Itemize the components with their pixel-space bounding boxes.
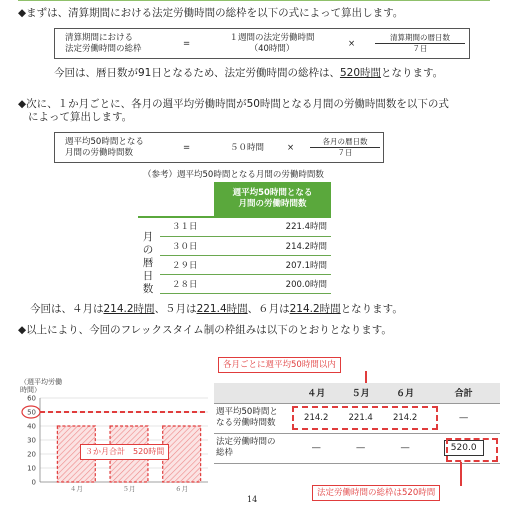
chart-ylabel: （週平均労働 時間） <box>20 378 62 394</box>
formula2-left: 週平均50時間となる 月間の労働時間数 <box>65 137 144 158</box>
highlight-monthly-values <box>292 406 438 430</box>
formula1-mid: １週間の法定労働時間 （40時間） <box>229 33 315 54</box>
ref-table-caption: （参考）週平均50時間となる月間の労働時間数 <box>143 170 324 180</box>
formula1-left: 清算期間における 法定労働時間の総枠 <box>65 33 142 54</box>
formula2-fraction: 各月の暦日数 ７日 <box>310 137 380 158</box>
result-monthly-hours: 今回は、４月は214.2時間、５月は221.4時間、６月は214.2時間となります。 <box>30 303 403 315</box>
ref-table-side-label: 月 の 暦 日 数 <box>142 231 154 295</box>
chart-ytick-label: 40 <box>27 422 36 431</box>
chart-ytick-label: 10 <box>27 464 36 473</box>
total-hours-value: 520時間 <box>339 67 381 79</box>
total-value-box: 520.0 <box>444 440 484 456</box>
formula1-eq: = <box>183 39 191 49</box>
ref-row: ３１日 221.4時間 <box>160 217 331 236</box>
chart-ytick-label: 60 <box>27 394 36 403</box>
ref-row: ２９日 207.1時間 <box>160 255 331 274</box>
chart-ytick-label: 0 <box>31 478 36 487</box>
page-number: 14 <box>247 495 258 504</box>
formula2-mid: ５０時間 <box>230 143 265 153</box>
para-monthly-hours-intro: ◆次に、１か月ごとに、各月の週平均労働時間が50時間となる月間の労働時間数を以下の式 によって算出します。 <box>18 98 449 123</box>
ref-row: ３０日 214.2時間 <box>160 236 331 255</box>
summary-row-total: 法定労働時間の 総枠 ― ― ― 520.0 <box>214 433 500 463</box>
formula-monthly-hours <box>54 132 384 163</box>
chart-xtick-label: ６月 <box>175 485 189 493</box>
callout-weekly-limit: 各月ごとに週平均50時間以内 <box>218 357 341 373</box>
ref-table-header: 週平均50時間となる 月間の労働時間数 <box>214 182 331 216</box>
chart-svg <box>12 378 212 500</box>
top-rule <box>18 0 490 1</box>
highlight-total-value <box>446 438 498 462</box>
ref-row: ２８日 200.0時間 <box>160 274 331 293</box>
chart-ytick-label: 30 <box>27 436 36 445</box>
chart-ytick-label: 50 <box>27 408 36 417</box>
chart-xtick-label: ４月 <box>69 485 83 493</box>
formula1-times: × <box>348 39 356 49</box>
summary-row-weekly: 週平均50時間と なる労働時間数 214.2 221.4 214.2 ― <box>214 403 500 433</box>
para-framework-summary: ◆以上により、今回のフレックスタイム制の枠組みは以下のとおりとなります。 <box>18 324 392 336</box>
formula2-eq: = <box>183 143 191 153</box>
chart-annotation: ３か月合計 520時間 <box>80 444 169 460</box>
summary-header-row: ４月 ５月 ６月 合計 <box>214 383 500 403</box>
weekly-hours-chart <box>12 378 212 500</box>
result-total-hours: 今回は、暦日数が91日となるため、法定労働時間の総枠は、520時間となります。 <box>54 67 444 79</box>
ref-table <box>160 217 331 294</box>
callout-total-limit: 法定労働時間の総枠は520時間 <box>312 485 440 501</box>
chart-xtick-label: ５月 <box>122 485 136 493</box>
callout-bottom-leader <box>460 462 462 486</box>
formula-total-hours <box>54 28 470 59</box>
formula1-fraction: 清算期間の暦日数 ７日 <box>375 33 465 54</box>
chart-ytick-label: 20 <box>27 450 36 459</box>
para-total-hours-intro: ◆まずは、清算期間における法定労働時間の総枠を以下の式によって算出します。 <box>18 7 404 19</box>
formula2-times: × <box>287 143 295 153</box>
